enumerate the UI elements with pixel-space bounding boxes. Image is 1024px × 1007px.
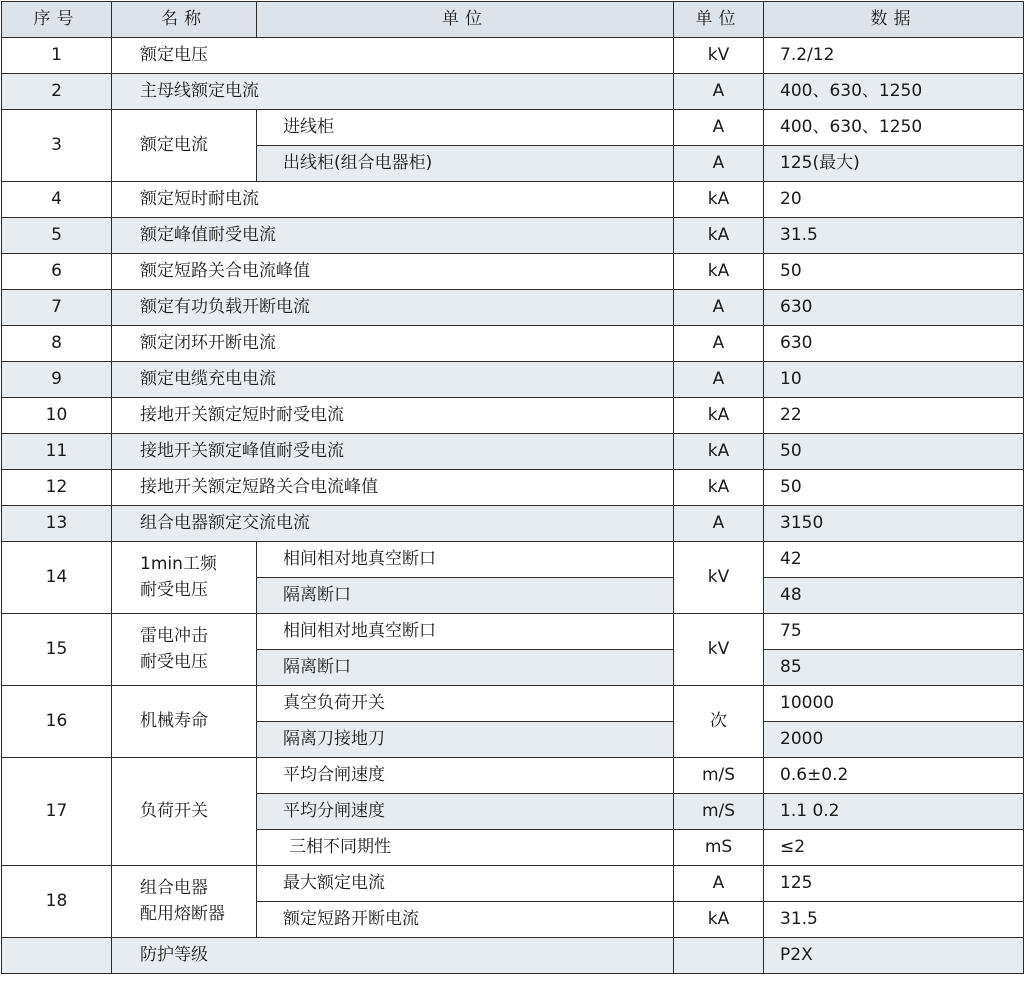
row-value: 125 — [764, 866, 1024, 902]
row-name: 额定有功负载开断电流 — [112, 290, 674, 326]
row-name-line1: 雷电冲击 — [140, 626, 208, 646]
row-unit: 次 — [674, 686, 764, 758]
row-value: 50 — [764, 254, 1024, 290]
row-name: 机械寿命 — [112, 686, 257, 758]
row-value: 10000 — [764, 686, 1024, 722]
row-value: 125(最大) — [764, 146, 1024, 182]
row-name: 额定峰值耐受电流 — [112, 218, 674, 254]
row-name-line2: 耐受电压 — [140, 579, 208, 600]
row-sub-label: 额定短路开断电流 — [257, 902, 674, 938]
row-unit: mS — [674, 830, 764, 866]
table-row — [2, 218, 1024, 254]
table-row — [2, 254, 1024, 290]
row-value: 3150 — [764, 506, 1024, 542]
row-index: 11 — [2, 434, 112, 470]
row-name-line1: 组合电器 — [140, 878, 208, 898]
table-row — [2, 434, 1024, 470]
row-name: 主母线额定电流 — [112, 74, 674, 110]
row-value: P2X — [764, 938, 1024, 974]
row-index: 5 — [2, 218, 112, 254]
row-index: 12 — [2, 470, 112, 506]
row-value: 400、630、1250 — [764, 74, 1024, 110]
row-value: 0.6±0.2 — [764, 758, 1024, 794]
row-unit: kA — [674, 470, 764, 506]
row-sub-label: 三相不同期性 — [257, 830, 674, 866]
row-name: 防护等级 — [112, 938, 674, 974]
row-unit: kV — [674, 614, 764, 686]
row-value: 31.5 — [764, 902, 1024, 938]
row-name — [112, 542, 257, 614]
row-sub-label: 平均合闸速度 — [257, 758, 674, 794]
row-value: 42 — [764, 542, 1024, 578]
row-index: 14 — [2, 542, 112, 614]
row-index: 8 — [2, 326, 112, 362]
table-row — [2, 938, 1024, 974]
row-value: 22 — [764, 398, 1024, 434]
row-unit: A — [674, 362, 764, 398]
row-unit: A — [674, 290, 764, 326]
row-unit: kV — [674, 542, 764, 614]
row-name: 额定电流 — [112, 110, 257, 182]
row-sub-label: 最大额定电流 — [257, 866, 674, 902]
row-index: 18 — [2, 866, 112, 938]
row-index: 4 — [2, 182, 112, 218]
row-unit: A — [674, 74, 764, 110]
row-value: 630 — [764, 326, 1024, 362]
row-unit: A — [674, 146, 764, 182]
header-unit-group: 单位 — [257, 2, 674, 38]
row-index: 9 — [2, 362, 112, 398]
header-unit: 单位 — [674, 2, 764, 38]
row-name: 额定闭环开断电流 — [112, 326, 674, 362]
row-name: 接地开关额定短路关合电流峰值 — [112, 470, 674, 506]
row-index: 2 — [2, 74, 112, 110]
row-unit: m/S — [674, 794, 764, 830]
row-value: 20 — [764, 182, 1024, 218]
row-index: 16 — [2, 686, 112, 758]
spec-table — [1, 1, 1024, 974]
row-unit: kA — [674, 902, 764, 938]
table-row — [2, 470, 1024, 506]
table-row — [2, 74, 1024, 110]
row-index — [2, 938, 112, 974]
row-sub-label: 平均分闸速度 — [257, 794, 674, 830]
row-value: 1.1 0.2 — [764, 794, 1024, 830]
row-unit: kA — [674, 218, 764, 254]
row-name: 组合电器额定交流电流 — [112, 506, 674, 542]
table-row — [2, 110, 1024, 146]
row-value: 50 — [764, 434, 1024, 470]
header-name: 名称 — [112, 2, 257, 38]
row-unit: A — [674, 866, 764, 902]
row-unit: m/S — [674, 758, 764, 794]
row-sub-label: 隔离刀接地刀 — [257, 722, 674, 758]
row-index: 10 — [2, 398, 112, 434]
row-index: 6 — [2, 254, 112, 290]
row-name-line1: 1min工频 — [140, 554, 217, 574]
row-index: 1 — [2, 38, 112, 74]
row-value: 630 — [764, 290, 1024, 326]
row-unit: A — [674, 506, 764, 542]
header-row — [2, 2, 1024, 38]
row-value: 7.2/12 — [764, 38, 1024, 74]
row-sub-label: 相间相对地真空断口 — [257, 614, 674, 650]
table-row — [2, 506, 1024, 542]
row-value: ≤2 — [764, 830, 1024, 866]
row-unit: kA — [674, 398, 764, 434]
row-unit: kA — [674, 254, 764, 290]
row-sub-label: 进线柜 — [257, 110, 674, 146]
table-row — [2, 326, 1024, 362]
row-sub-label: 隔离断口 — [257, 578, 674, 614]
table-row — [2, 686, 1024, 722]
header-index: 序号 — [2, 2, 112, 38]
row-value: 2000 — [764, 722, 1024, 758]
header-value: 数据 — [764, 2, 1024, 38]
row-index: 3 — [2, 110, 112, 182]
row-unit: kV — [674, 38, 764, 74]
row-name — [112, 866, 257, 938]
row-unit — [674, 938, 764, 974]
table-row — [2, 866, 1024, 902]
table-row — [2, 290, 1024, 326]
row-value: 85 — [764, 650, 1024, 686]
row-name-line2: 耐受电压 — [140, 651, 208, 672]
row-index: 13 — [2, 506, 112, 542]
row-name: 额定短时耐电流 — [112, 182, 674, 218]
table-row — [2, 182, 1024, 218]
row-name — [112, 614, 257, 686]
table-row — [2, 362, 1024, 398]
row-sub-label: 相间相对地真空断口 — [257, 542, 674, 578]
row-sub-label: 真空负荷开关 — [257, 686, 674, 722]
row-value: 31.5 — [764, 218, 1024, 254]
table-row — [2, 38, 1024, 74]
row-name: 额定短路关合电流峰值 — [112, 254, 674, 290]
row-value: 75 — [764, 614, 1024, 650]
table-row — [2, 758, 1024, 794]
row-unit: kA — [674, 182, 764, 218]
table-row — [2, 398, 1024, 434]
table-row — [2, 614, 1024, 650]
row-sub-label: 隔离断口 — [257, 650, 674, 686]
table-row — [2, 542, 1024, 578]
row-unit: kA — [674, 434, 764, 470]
row-name: 额定电缆充电电流 — [112, 362, 674, 398]
row-name: 额定电压 — [112, 38, 674, 74]
row-name: 负荷开关 — [112, 758, 257, 866]
row-unit: A — [674, 326, 764, 362]
row-sub-label: 出线柜(组合电器柜) — [257, 146, 674, 182]
row-index: 17 — [2, 758, 112, 866]
row-value: 10 — [764, 362, 1024, 398]
row-value: 48 — [764, 578, 1024, 614]
row-unit: A — [674, 110, 764, 146]
row-name-line2: 配用熔断器 — [140, 903, 225, 924]
row-name: 接地开关额定峰值耐受电流 — [112, 434, 674, 470]
row-index: 7 — [2, 290, 112, 326]
row-value: 50 — [764, 470, 1024, 506]
row-name: 接地开关额定短时耐受电流 — [112, 398, 674, 434]
row-index: 15 — [2, 614, 112, 686]
row-value: 400、630、1250 — [764, 110, 1024, 146]
